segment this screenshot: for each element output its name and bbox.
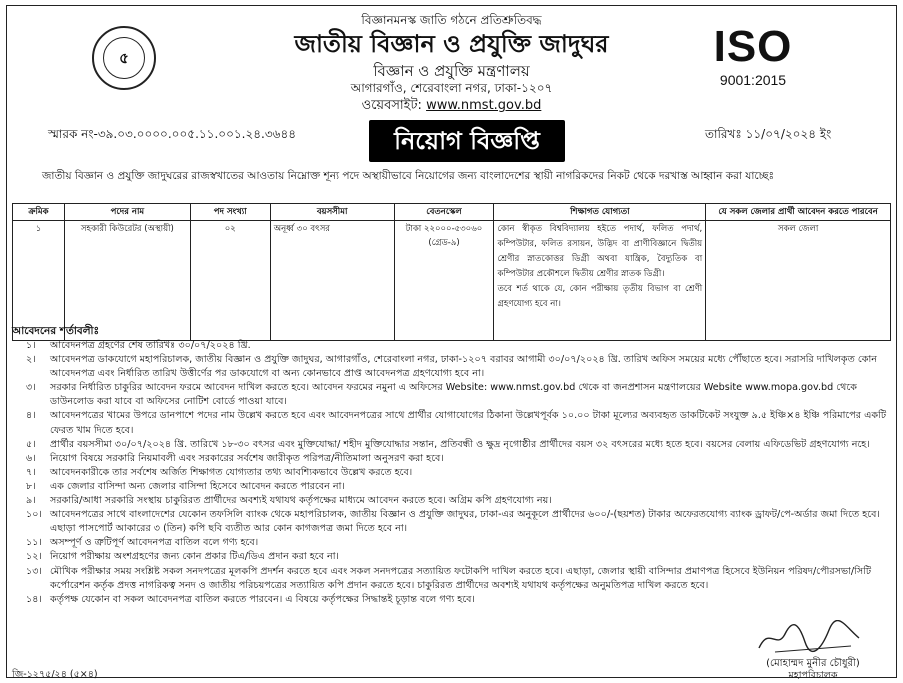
- list-item: [12, 381, 892, 409]
- signature-scribble: [755, 620, 865, 654]
- col-header-serial: ক্রমিক: [13, 204, 65, 221]
- condition-text: আবেদনকারীকে তার সর্বশেষ অর্জিত শিক্ষাগত যোগ্যতার তথ্য আবশ্যিকভাবে উল্লেখ করতে হবে।: [50, 466, 413, 478]
- condition-text: সরকারি/আধা সরকারি সংস্থায় চাকুরিরত প্রার্থীদের অবশ্যই যথাযথ কর্তৃপক্ষের মাধ্যমে আবেদন করতে হবে। অগ্রিম কপি গ্রহণযোগ্য নয়।: [50, 495, 552, 507]
- memo-number: স্মারক নং-৩৯.০৩.০০০০.০০৫.১১.০০১.২৪.৩৬৪৪: [48, 127, 297, 141]
- iso-certification-logo: [703, 24, 803, 88]
- website-label: ওয়েবসাইট:: [361, 98, 422, 113]
- condition-number: ৪।: [26, 410, 36, 422]
- qualification-note: তবে শর্ত থাকে যে, কোন পরীক্ষায় তৃতীয় বিভাগ বা শ্রেণী গ্রহণযোগ্য হবে না।: [497, 284, 703, 309]
- condition-number: ১২।: [26, 551, 42, 563]
- iso-mark: ISO: [713, 22, 793, 71]
- cell-pay: টাকা ২২০০০-৫৩০৬০ (গ্রেড-৯): [394, 221, 494, 341]
- condition-text: আবেদনপত্রের সাথে বাংলাদেশের যেকোন তফসিলি ব্যাংক থেকে মহাপরিচালক, জাতীয় বিজ্ঞান ও প্রযুক্তি জাদুঘর, ঢাকা-এর অনুকূলে প্রার্থীদের ৬০০/-(ছয়শত) টাকার অফেরতযোগ্য ব্যাংক ড্রাফট/পে-অর্ডার জমা দিতে হবে। এছাড়া পাসপোর্ট আকারের ৩ (তিন) কপি ছবি ব্যতীত আর কোন কাগজপত্র জমা দিতে হবে না।: [50, 509, 880, 535]
- conditions-list: [12, 339, 892, 607]
- col-header-districts: যে সকল জেলার প্রার্থী আবেদন করতে পারবেন: [706, 204, 891, 221]
- website-link[interactable]: www.nmst.gov.bd: [426, 98, 542, 113]
- col-header-age: বয়সসীমা: [270, 204, 394, 221]
- condition-number: ৬।: [26, 452, 36, 464]
- org-name: জাতীয় বিজ্ঞান ও প্রযুক্তি জাদুঘর: [294, 30, 609, 58]
- cell-serial: ১: [13, 221, 65, 341]
- condition-text: আবেদনপত্র ডাকযোগে মহাপরিচালক, জাতীয় বিজ্ঞান ও প্রযুক্তি জাদুঘর, আগারগাঁও, শেরেবাংলা নগর, ঢাকা-১২০৭ বরাবর আগামী ৩০/০৭/২০২৪ খ্রি. তারিখ অফিস সময়ের মধ্যে পৌঁছাতে হবে। সরাসরি দাখিলকৃত কোন আবেদনপত্র এবং নির্ধারিত তারিখ উত্তীর্ণের পর ডাকযোগে বা অন্য কোনভাবে প্রাপ্ত আবেদনপত্র গ্রহণযোগ্য হবে না।: [50, 354, 877, 380]
- cell-count: ০২: [190, 221, 270, 341]
- notice-title: নিয়োগ বিজ্ঞপ্তি: [369, 120, 565, 162]
- condition-text: সরকার নির্ধারিত চাকুরির আবেদন ফরমে আবেদন দাখিল করতে হবে। আবেদন ফরমের নমুনা এ অফিসের Website: www.nmst.gov.bd থেকে বা জনপ্রশাসন মন্ত্রণালয়ের Website www.mopa.gov.bd থেকে ডাউনলোড করা যাবে বা অফিসের নোটিশ বোর্ডে পাওয়া যাবে।: [50, 382, 857, 408]
- condition-text: আবেদনপত্রের খামের উপরে ডানপাশে পদের নাম উল্লেখ করতে হবে এবং আবেদনপত্রের সাথে প্রার্থীর যোগাযোগের ঠিকানা উল্লেখপূর্বক ১০.০০ টাকা মূল্যের অব্যবহৃত ডাকটিকেট সংযুক্ত ৯.৫ ইঞ্চি×৪ ইঞ্চি পরিমাপের একটি ফেরত খাম দিতে হবে।: [50, 410, 887, 436]
- intro-paragraph: জাতীয় বিজ্ঞান ও প্রযুক্তি জাদুঘরের রাজস্বখাতের আওতায় নিম্নোক্ত শূন্য পদে অস্থায়ীভাবে নিয়োগের জন্য বাংলাদেশের স্থায়ী নাগরিকদের নিকট থেকে দরখাস্ত আহ্বান করা যাচ্ছেঃ: [42, 170, 775, 182]
- col-header-qualification: শিক্ষাগত যোগ্যতা: [494, 204, 706, 221]
- condition-number: ৮।: [26, 480, 36, 492]
- list-item: [12, 536, 892, 550]
- address: আগারগাঁও, শেরেবাংলা নগর, ঢাকা-১২০৭: [350, 81, 553, 95]
- list-item: [12, 452, 892, 466]
- list-item: [12, 508, 892, 536]
- condition-text: কর্তৃপক্ষ যেকোন বা সকল আবেদনপত্র বাতিল করতে পারবেন। এ বিষয়ে কর্তৃপক্ষের সিদ্ধান্তই চূড়ান্ত বলে গণ্য হবে।: [50, 593, 475, 605]
- website-line: [200, 96, 703, 117]
- list-item: [12, 565, 892, 593]
- table-row: [13, 221, 891, 341]
- condition-number: ১০।: [26, 509, 42, 521]
- col-header-post: পদের নাম: [64, 204, 190, 221]
- list-item: [12, 466, 892, 480]
- list-item: [12, 550, 892, 564]
- iso-standard: 9001:2015: [719, 72, 787, 88]
- signer-designation: মহাপরিচালক: [788, 670, 838, 681]
- cell-post: সহকারী কিউরেটর (অস্থায়ী): [64, 221, 190, 341]
- qualification-text: কোন স্বীকৃত বিশ্ববিদ্যালয় হইতে পদার্থ, ফলিত পদার্থ, কম্পিউটার, ফলিত রসায়ন, উদ্ভিদ বা প্রাণীবিজ্ঞানে দ্বিতীয় শ্রেণীর স্নাতকোত্তর ডিগ্রী অথবা যান্ত্রিক, বৈদ্যুতিক বা কম্পিউটার প্রকৌশলে দ্বিতীয় শ্রেণীর স্নাতক ডিগ্রী।: [497, 224, 703, 279]
- condition-text: মৌখিক পরীক্ষার সময় সংশ্লিষ্ট সকল সনদপত্রের মূলকপি প্রদর্শন করতে হবে এবং সকল সনদপত্রের সত্যায়িত ফটোকপি দাখিল করতে হবে। এছাড়া, জেলার স্থায়ী বাসিন্দার প্রমাণপত্র হিসেবে ইউনিয়ন পরিষদ/পৌরসভা/সিটি কর্পোরেশন কর্তৃক প্রদত্ত নাগরিকত্ব সনদ ও জাতীয় পরিচয়পত্রের সত্যায়িত কপি প্রদান করতে হবে। চাকুরিরত প্রার্থীদের অবশ্যই যথাযথ কর্তৃপক্ষের অনুমতিপত্র দাখিল করতে হবে।: [50, 565, 872, 591]
- condition-text: প্রার্থীর বয়সসীমা ৩০/০৭/২০২৪ খ্রি. তারিখে ১৮-৩০ বৎসর এবং মুক্তিযোদ্ধা/ শহীদ মুক্তিযোদ্ধার সন্তান, প্রতিবন্ধী ও ক্ষুদ্র নৃগোষ্ঠীর প্রার্থীদের বয়স ৩২ বৎসরের মধ্যে হতে হবে। বয়সের বেলায় এফিডেভিট গ্রহণযোগ্য নহে।: [50, 438, 870, 450]
- condition-number: ৯।: [26, 495, 36, 507]
- list-item: [12, 409, 892, 437]
- cell-age: অনূর্ধ্ব ৩০ বৎসর: [270, 221, 394, 341]
- list-item: [12, 353, 892, 381]
- condition-number: ১১।: [26, 537, 42, 549]
- cell-qualification: [494, 221, 706, 341]
- list-item: [12, 438, 892, 452]
- condition-text: নিয়োগ বিষয়ে সরকারি নিয়মাবলী এবং সরকারের সর্বশেষ জারীকৃত পরিপত্র/নীতিমালা অনুসরণ করা হবে।: [50, 452, 444, 464]
- list-item: [12, 494, 892, 508]
- col-header-pay: বেতনস্কেল: [394, 204, 494, 221]
- condition-number: ১।: [26, 340, 36, 351]
- handwritten-signature: [725, 620, 895, 656]
- condition-number: ৩।: [26, 382, 36, 394]
- conditions-title: আবেদনের শর্তাবলীঃ: [12, 325, 100, 337]
- vacancy-table: [12, 203, 891, 341]
- condition-text: এক জেলার বাসিন্দা অন্য জেলার বাসিন্দা হিসেবে আবেদন করতে পারবেন না।: [50, 480, 345, 492]
- reference-code: জি-১২৭৫/২৪ (৫×৪): [12, 669, 98, 680]
- condition-number: ৫।: [26, 438, 36, 450]
- condition-number: ১৪।: [26, 593, 42, 605]
- list-item: [12, 593, 892, 607]
- condition-number: ৭।: [26, 466, 36, 478]
- condition-number: ২।: [26, 354, 36, 366]
- cell-districts: সকল জেলা: [706, 221, 891, 341]
- condition-text: আবেদনপত্র গ্রহণের শেষ তারিখঃ ৩০/০৭/২০২৪ খ্রি.: [50, 340, 251, 351]
- condition-number: ১৩।: [26, 565, 42, 577]
- table-header-row: [13, 204, 891, 221]
- condition-text: নিয়োগ পরীক্ষায় অংশগ্রহণের জন্য কোন প্রকার টিএ/ডিএ প্রদান করা হবে না।: [50, 551, 339, 563]
- signer-name: (মোহাম্মদ মুনীর চৌধুরী): [766, 658, 860, 669]
- notice-date: তারিখঃ ১১/০৭/২০২৪ ইং: [705, 127, 832, 141]
- museum-seal-logo: [92, 26, 156, 90]
- seal-center: ৫: [103, 37, 145, 79]
- ministry-name: বিজ্ঞান ও প্রযুক্তি মন্ত্রণালয়: [373, 62, 530, 80]
- list-item: [12, 339, 892, 353]
- col-header-count: পদ সংখ্যা: [190, 204, 270, 221]
- tagline: বিজ্ঞানমনস্ক জাতি গঠনে প্রতিশ্রুতিবদ্ধ: [361, 13, 542, 27]
- condition-text: অসম্পূর্ণ ও ত্রুটিপূর্ণ আবেদনপত্র বাতিল বলে গণ্য হবে।: [50, 537, 259, 549]
- list-item: [12, 480, 892, 494]
